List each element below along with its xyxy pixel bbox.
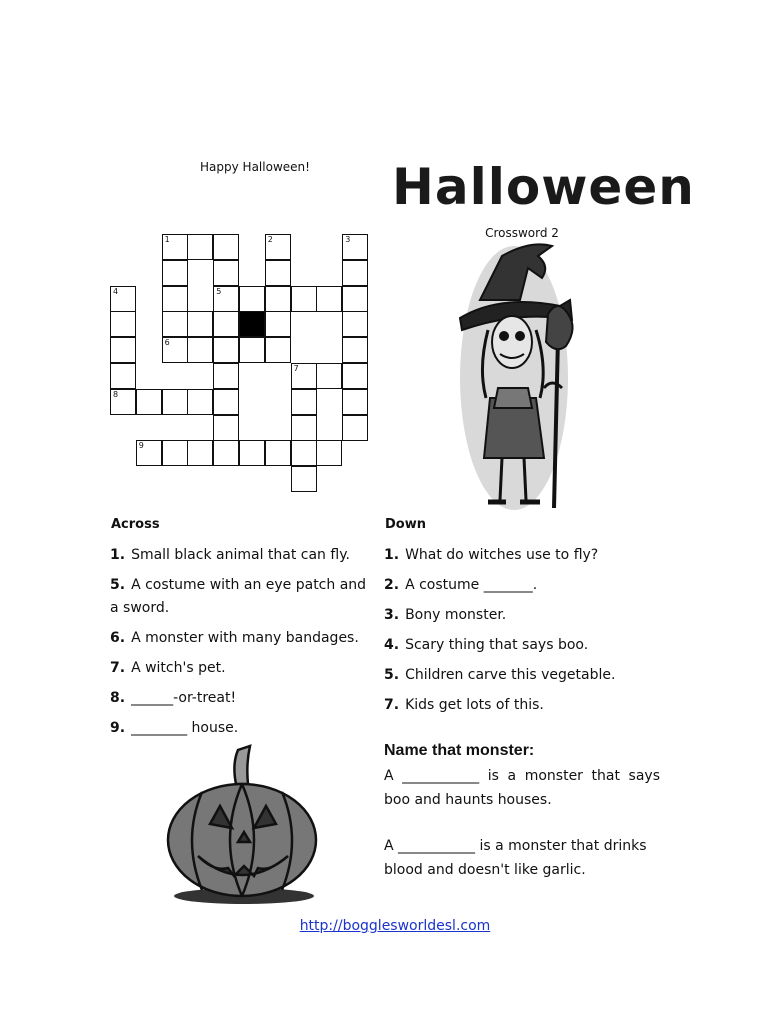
crossword-cell[interactable] <box>342 234 368 260</box>
crossword-cell[interactable] <box>291 286 317 312</box>
crossword-cell[interactable] <box>316 286 342 312</box>
crossword-cell[interactable] <box>265 337 291 363</box>
crossword-cell[interactable] <box>187 389 213 415</box>
crossword-cell[interactable] <box>110 311 136 337</box>
clue-number: 3 <box>345 235 351 244</box>
crossword-cell[interactable] <box>342 286 368 312</box>
crossword-cell[interactable] <box>162 286 188 312</box>
crossword-cell[interactable] <box>162 311 188 337</box>
crossword-cell[interactable] <box>213 440 239 466</box>
down-clue: 4. Scary thing that says boo. <box>384 637 589 653</box>
crossword-cell[interactable] <box>136 389 162 415</box>
crossword-cell[interactable] <box>291 466 317 492</box>
across-clue: 5. A costume with an eye patch and a sword. <box>110 577 367 616</box>
crossword-cell[interactable] <box>213 311 239 337</box>
crossword-cell[interactable] <box>291 389 317 415</box>
clue-number: 8 <box>113 389 119 399</box>
page-caption: Happy Halloween! <box>200 160 310 174</box>
crossword-cell[interactable] <box>213 415 239 441</box>
footer-link[interactable]: http://bogglesworldesl.com <box>299 918 491 934</box>
witch-illustration <box>440 238 600 516</box>
crossword-cell[interactable] <box>291 440 317 466</box>
crossword-cell[interactable] <box>110 363 136 389</box>
across-clue: 1. Small black animal that can fly. <box>110 547 350 563</box>
crossword-cell[interactable] <box>342 363 368 389</box>
crossword-cell[interactable] <box>239 286 265 312</box>
clue-number: 7 <box>293 364 299 373</box>
crossword-cell[interactable] <box>213 389 239 415</box>
clue-number: 9 <box>138 441 144 451</box>
crossword-cell[interactable] <box>265 311 291 337</box>
crossword-cell[interactable] <box>342 415 368 441</box>
crossword-cell[interactable] <box>187 337 213 363</box>
crossword-cell[interactable] <box>342 311 368 337</box>
clue-number: 6 <box>164 338 170 348</box>
crossword-cell[interactable] <box>213 337 239 363</box>
crossword-cell[interactable] <box>213 363 239 389</box>
crossword-cell[interactable] <box>342 389 368 415</box>
page-title: Halloween <box>392 158 695 216</box>
crossword-cell[interactable] <box>187 440 213 466</box>
crossword-cell[interactable] <box>265 234 291 260</box>
clue-number: 2 <box>267 235 273 244</box>
across-clue: 6. A monster with many bandages. <box>110 630 359 646</box>
crossword-cell[interactable] <box>316 440 342 466</box>
pumpkin-illustration <box>162 744 322 908</box>
page-subtitle: Crossword 2 <box>485 226 559 240</box>
down-heading: Down <box>385 517 426 532</box>
across-heading: Across <box>111 517 160 532</box>
clue-number: 5 <box>216 286 222 296</box>
crossword-cell[interactable] <box>213 286 239 312</box>
across-clue: 9. ________ house. <box>110 720 239 736</box>
down-clue: 5. Children carve this vegetable. <box>384 667 616 683</box>
monster-section-heading: Name that monster: <box>384 742 535 759</box>
crossword-black-cell <box>239 311 265 337</box>
clue-number: 1 <box>164 235 170 244</box>
crossword-cell[interactable] <box>291 363 317 389</box>
crossword-cell[interactable] <box>162 389 188 415</box>
down-clue: 7. Kids get lots of this. <box>384 697 544 713</box>
crossword-cell[interactable] <box>291 415 317 441</box>
crossword-cell[interactable] <box>265 286 291 312</box>
crossword-cell[interactable] <box>110 337 136 363</box>
crossword-cell[interactable] <box>239 440 265 466</box>
crossword-cell[interactable] <box>110 286 136 312</box>
crossword-cell[interactable] <box>265 440 291 466</box>
crossword-cell[interactable] <box>316 363 342 389</box>
crossword-cell[interactable] <box>136 440 162 466</box>
monster-question-2: A ___________ is a monster that drinks blood and doesn't like garlic. <box>384 838 647 878</box>
across-clue-list <box>110 544 375 740</box>
crossword-cell[interactable] <box>265 260 291 286</box>
down-clue: 3. Bony monster. <box>384 607 507 623</box>
crossword-cell[interactable] <box>162 337 188 363</box>
crossword-cell[interactable] <box>342 260 368 286</box>
monster-question-1: A ___________ is a monster that says boo and haunts houses. <box>384 768 660 808</box>
clue-number: 4 <box>113 286 119 296</box>
crossword-cell[interactable] <box>187 234 213 260</box>
crossword-cell[interactable] <box>162 234 188 260</box>
down-clue: 2. A costume _______. <box>384 577 538 593</box>
down-clue: 1. What do witches use to fly? <box>384 547 599 563</box>
crossword-cell[interactable] <box>239 337 265 363</box>
crossword-cell[interactable] <box>162 440 188 466</box>
down-clue-list <box>384 544 664 717</box>
crossword-cell[interactable] <box>187 311 213 337</box>
crossword-cell[interactable] <box>342 337 368 363</box>
crossword-cell[interactable] <box>213 234 239 260</box>
jack-o-lantern-icon <box>168 746 316 896</box>
across-clue: 7. A witch's pet. <box>110 660 226 676</box>
crossword-cell[interactable] <box>110 389 136 415</box>
across-clue: 8. ______-or-treat! <box>110 690 237 706</box>
crossword-cell[interactable] <box>162 260 188 286</box>
crossword-cell[interactable] <box>213 260 239 286</box>
